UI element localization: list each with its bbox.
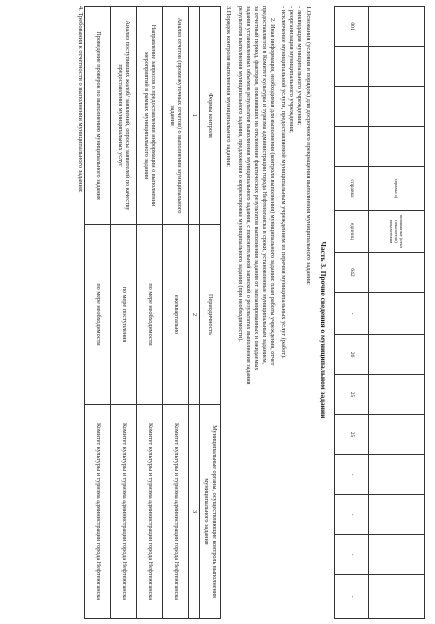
control-organ: Комитет культуры и туризма администрации города Нефтеюганска <box>163 405 189 619</box>
control-form: Проведение проверок по выполнению муниципального задания <box>85 7 111 225</box>
cell: единиц <box>335 211 369 253</box>
header-cell <box>369 415 425 455</box>
header-cell <box>369 335 425 375</box>
header-period: Периодичность <box>200 225 221 405</box>
cell: 25 <box>335 375 369 415</box>
section-2-line: предоставляется в Комитет культуры и туризма администрации города Нефтеюганска в сроки, установленные муниципальным заданием, <box>261 6 267 365</box>
header-cell <box>369 47 425 87</box>
header-cell: справка а) <box>369 167 425 211</box>
header-cell <box>369 293 425 335</box>
section-1-item: - реорганизация муниципального учреждения; <box>288 6 295 133</box>
control-period: по мере необходимости <box>85 225 111 405</box>
table-row <box>111 7 137 619</box>
control-form: Анализ отчетов (промежуточных отчетов) о выполнении муниципального задания <box>163 7 189 225</box>
cell: - <box>335 575 369 619</box>
cell <box>335 127 369 167</box>
cell: - <box>335 455 369 495</box>
header-cell <box>369 7 425 47</box>
control-period: ежеквартально <box>163 225 189 405</box>
control-header-row <box>200 7 221 619</box>
col-number: 1 <box>189 7 200 225</box>
indicators-table-fragment <box>334 6 425 619</box>
cell: 642 <box>335 253 369 293</box>
control-form: Анализ поступивших жалоб/ заявлений, опросы заявителей по качеству предоставления муниципальных услуг <box>111 7 137 225</box>
section-2-line: результатов выполнения муниципального задания, предложения о корректировке муниципального задания (при необходимости). <box>237 6 243 342</box>
part-title: Часть 3. Прочие сведения о муниципальном задании <box>319 241 328 419</box>
control-organ: Комитет культуры и туризма администрации города Нефтеюганска <box>111 405 137 619</box>
control-organ: Комитет культуры и туризма администрации города Нефтеюганска <box>85 405 111 619</box>
control-period: по мере необходимости <box>137 225 163 405</box>
table-header-row <box>369 7 425 619</box>
cell: 26 <box>335 335 369 375</box>
header-cell <box>369 253 425 293</box>
table-row <box>335 7 369 619</box>
control-table <box>84 6 221 619</box>
section-2-line: за отчетный период, факторов, повлиявших на отклонение фактических результатов выполнения задания от запланированных и ожидаемых <box>253 6 259 371</box>
cell <box>335 87 369 127</box>
control-number-row <box>189 7 200 619</box>
cell-code: 001 <box>335 7 369 47</box>
table-row <box>163 7 189 619</box>
header-organs: Муниципальные органы, осуществляющие контроль выполнения муниципального задания <box>200 405 221 619</box>
section-1-item: - исключение муниципальной услуги, предоставляемой муниципальным учреждением из перечня муниципальных услуг (работ). <box>280 6 287 359</box>
cell: - <box>335 535 369 575</box>
section-3-heading: 3.Порядок контроля выполнения муниципального задания: <box>225 6 232 168</box>
cell: - <box>335 495 369 535</box>
header-cell <box>369 127 425 167</box>
section-2-line: задания установленных объемов результатов выполнения муниципального задания, с пояснительной запиской о результатах выполнения задания <box>245 6 251 385</box>
cell: - <box>335 293 369 335</box>
section-1-item: - ликвидация муниципального учреждения; <box>296 6 303 126</box>
header-cell <box>369 535 425 575</box>
cell <box>335 47 369 87</box>
control-organ: Комитет культуры и туризма администрации города Нефтеюганска <box>137 405 163 619</box>
section-1-heading: 1.Основания (условия и порядок) для досрочного прекращения выполнения муниципального задания: <box>305 6 312 285</box>
col-number: 2 <box>189 225 200 405</box>
header-cell <box>369 455 425 495</box>
header-cell <box>369 375 425 415</box>
table-row <box>85 7 111 619</box>
header-cell <box>369 87 425 127</box>
cell: 25 <box>335 415 369 455</box>
section-2-line: 2. Иная информация, необходимая для выполнения (контроля выполнения) муниципального задания: план работы учреждения, отчет <box>269 18 275 366</box>
header-cell <box>369 575 425 619</box>
col-number: 3 <box>189 405 200 619</box>
table-row <box>137 7 163 619</box>
header-cell <box>369 495 425 535</box>
section-4-heading: 4. Требования к отчетности о выполнении муниципального задания: <box>77 6 84 193</box>
header-forms: Формы контроля <box>200 7 221 225</box>
header-cell: возможные (откл показатели) показателям <box>369 211 425 253</box>
control-period: по мере поступления <box>111 225 137 405</box>
control-form: Направление запросов о предоставлении информации о выполнении мероприятий в рамках муниципального задания <box>137 7 163 225</box>
cell: справка <box>335 167 369 211</box>
